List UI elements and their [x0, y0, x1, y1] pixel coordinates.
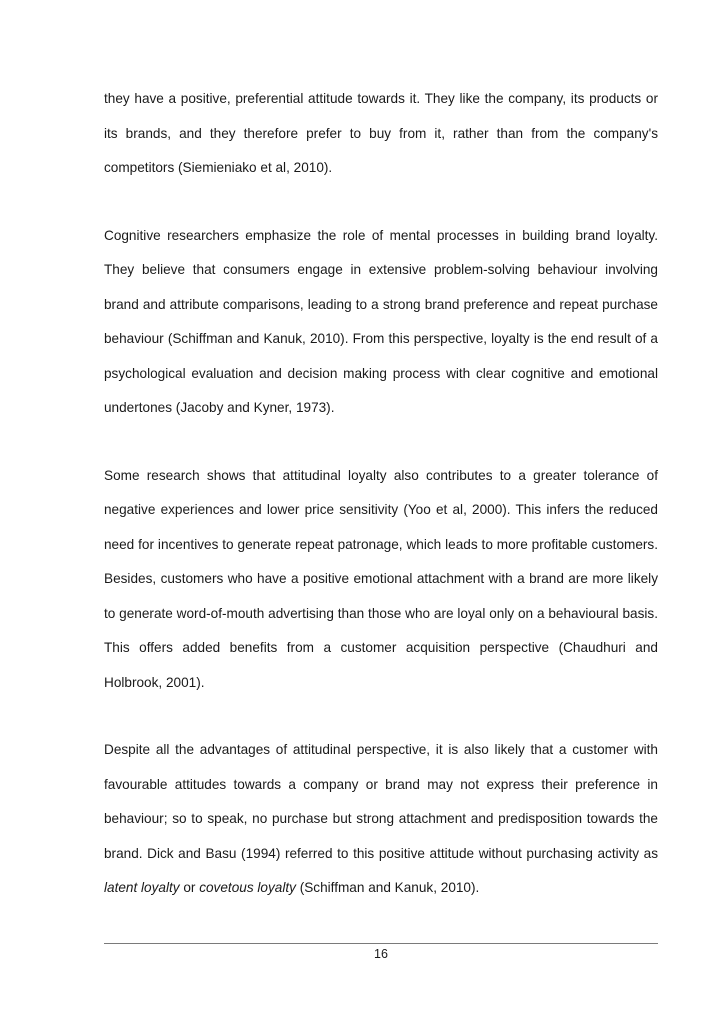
paragraph-4-text-after: (Schiffman and Kanuk, 2010). [295, 880, 480, 895]
paragraph-4 [104, 733, 658, 906]
paragraph-1: they have a positive, preferential attitude towards it. They like the company, its products or its brands, and they therefore prefer to buy from it, rather than from the company's competitors (Siemieniako et al, 2010). [104, 91, 658, 175]
term-covetous-loyalty: covetous loyalty [199, 880, 296, 895]
term-latent-loyalty: latent loyalty [104, 880, 180, 895]
page-number: 16 [374, 947, 388, 961]
paragraph-4-text-between: or [179, 880, 200, 895]
paragraph-2: Cognitive researchers emphasize the role of mental processes in building brand loyalty. They believe that consumers engage in extensive problem-solving behaviour involving brand and attribute comparisons, leading to a strong brand preference and repeat purchase behaviour (Schiffman and Kanuk, 2010). From this perspective, loyalty is the end result of a psychological evaluation and decision making process with clear cognitive and emotional undertones (Jacoby and Kyner, 1973). [104, 227, 658, 415]
body-text [104, 82, 658, 906]
footer-divider [104, 943, 658, 944]
paragraph-4-text-before: Despite all the advantages of attitudinal perspective, it is also likely that a customer with favourable attitudes towards a company or brand may not express their preference in behaviour; so to speak, no purchase but strong attachment and predisposition towards the brand. Dick and Basu (1994) referred to this positive attitude without purchasing activity as [104, 742, 658, 861]
paragraph-3: Some research shows that attitudinal loyalty also contributes to a greater tolerance of negative experiences and lower price sensitivity (Yoo et al, 2000). This infers the reduced need for incentives to generate repeat patronage, which leads to more profitable customers. Besides, customers who have a positive emotional attachment with a brand are more likely to generate word-of-mouth advertising than those who are loyal only on a behavioural basis. This offers added benefits from a customer acquisition perspective (Chaudhuri and Holbrook, 2001). [104, 467, 658, 690]
